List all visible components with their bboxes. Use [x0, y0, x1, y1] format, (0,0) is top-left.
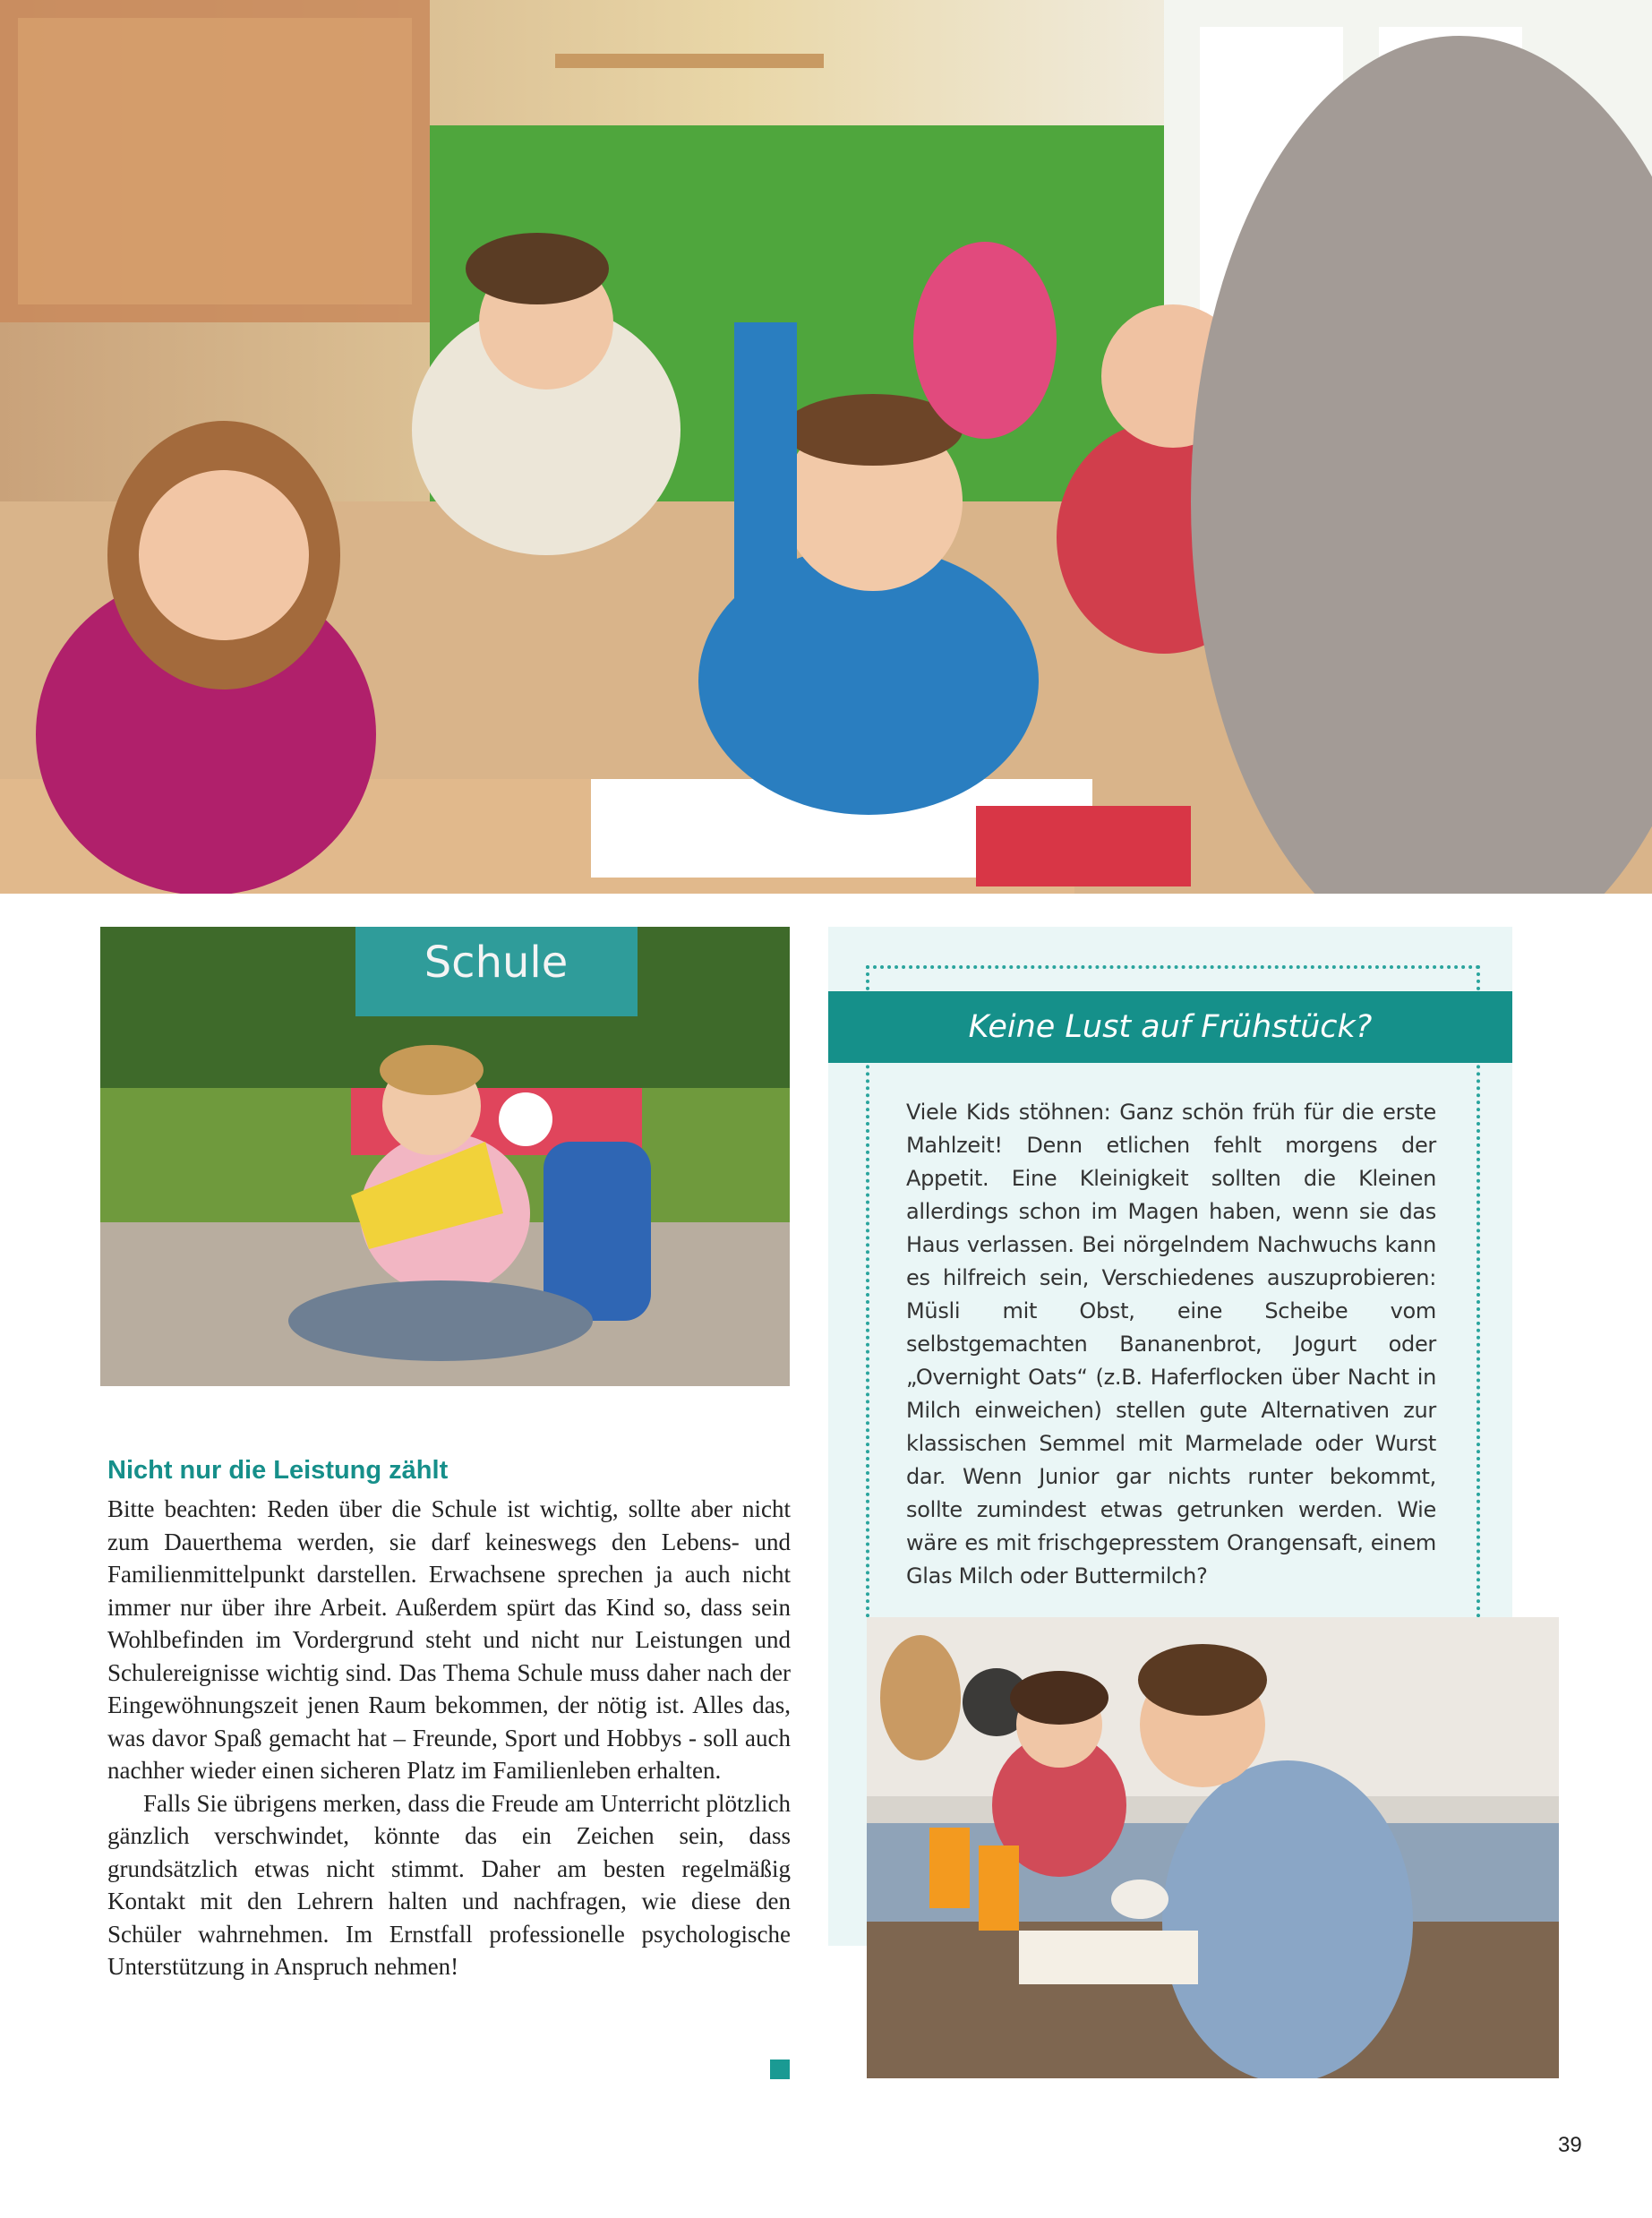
classroom-photo — [0, 0, 1652, 894]
child-with-school-cone-photo — [100, 927, 790, 1386]
classroom-illustration — [0, 0, 1652, 894]
board-text: Schule — [424, 938, 569, 988]
article-heading: Nicht nur die Leistung zählt — [107, 1456, 449, 1485]
page-number: 39 — [1558, 2133, 1582, 2157]
article-body — [107, 1493, 791, 1983]
sidebar-title: Keine Lust auf Frühstück? — [968, 1009, 1373, 1045]
article-paragraph-2: Falls Sie übrigens merken, dass die Freude am Unterricht plötzlich gänzlich verschwindet, könnte das ein Zeichen sein, dass grundsätzlich etwas nicht stimmt. Daher am besten regelmäßig Kontakt mit den Lehrern halten und nachfragen, wie diese den Schüler wahrnehmen. Im Ernstfall professionelle psychologische Unterstützung in Anspruch nehmen! — [107, 1789, 791, 1980]
children-breakfast-photo — [867, 1617, 1559, 2078]
breakfast-illustration — [867, 1617, 1559, 2078]
sidebar-title-banner — [828, 991, 1512, 1063]
schoolkid-illustration — [100, 927, 790, 1386]
end-of-article-square-icon — [770, 2060, 790, 2079]
article-paragraph-1: Bitte beachten: Reden über die Schule ist wichtig, sollte aber nicht zum Dauerthema werden, sie darf keineswegs den Lebens- und Familienmittelpunkt darstellen. Erwachsene sprechen ja auch nicht immer nur über ihre Arbeit. Außerdem spürt das Kind so, dass sein Wohlbefinden im Vordergrund steht und nicht nur Leistungen und Schulereignisse wichtig sind. Das Thema Schule muss daher nach der Eingewöhnungszeit jenen Raum bekommen, der nötig ist. Alles das, was davor Spaß gemacht hat – Freunde, Sport und Hobbys - soll auch nachher wieder einen sicheren Platz im Familienleben erhalten. — [107, 1495, 791, 1784]
sidebar-text: Viele Kids stöhnen: Ganz schön früh für die erste Mahlzeit! Denn etlichen fehlt morgens der Appetit. Eine Kleinigkeit sollten die Kleinen allerdings schon im Magen haben, wenn sie das Haus verlassen. Bei nörgelndem Nachwuchs kann es hilfreich sein, Verschiedenes auszuprobieren: Müsli mit Obst, eine Scheibe vom selbstgemachten Bananenbrot, Jogurt oder „Overnight Oats“ (z.B. Haferflocken über Nacht in Milch einweichen) stellen gute Alternativen zur klassischen Semmel mit Marmelade oder Wurst dar. Wenn Junior gar nichts runter bekommt, sollte zumindest etwas getrunken werden. Wie wäre es mit frischgepresstem Orangensaft, einem Glas Milch oder Buttermilch? — [906, 1100, 1436, 1589]
